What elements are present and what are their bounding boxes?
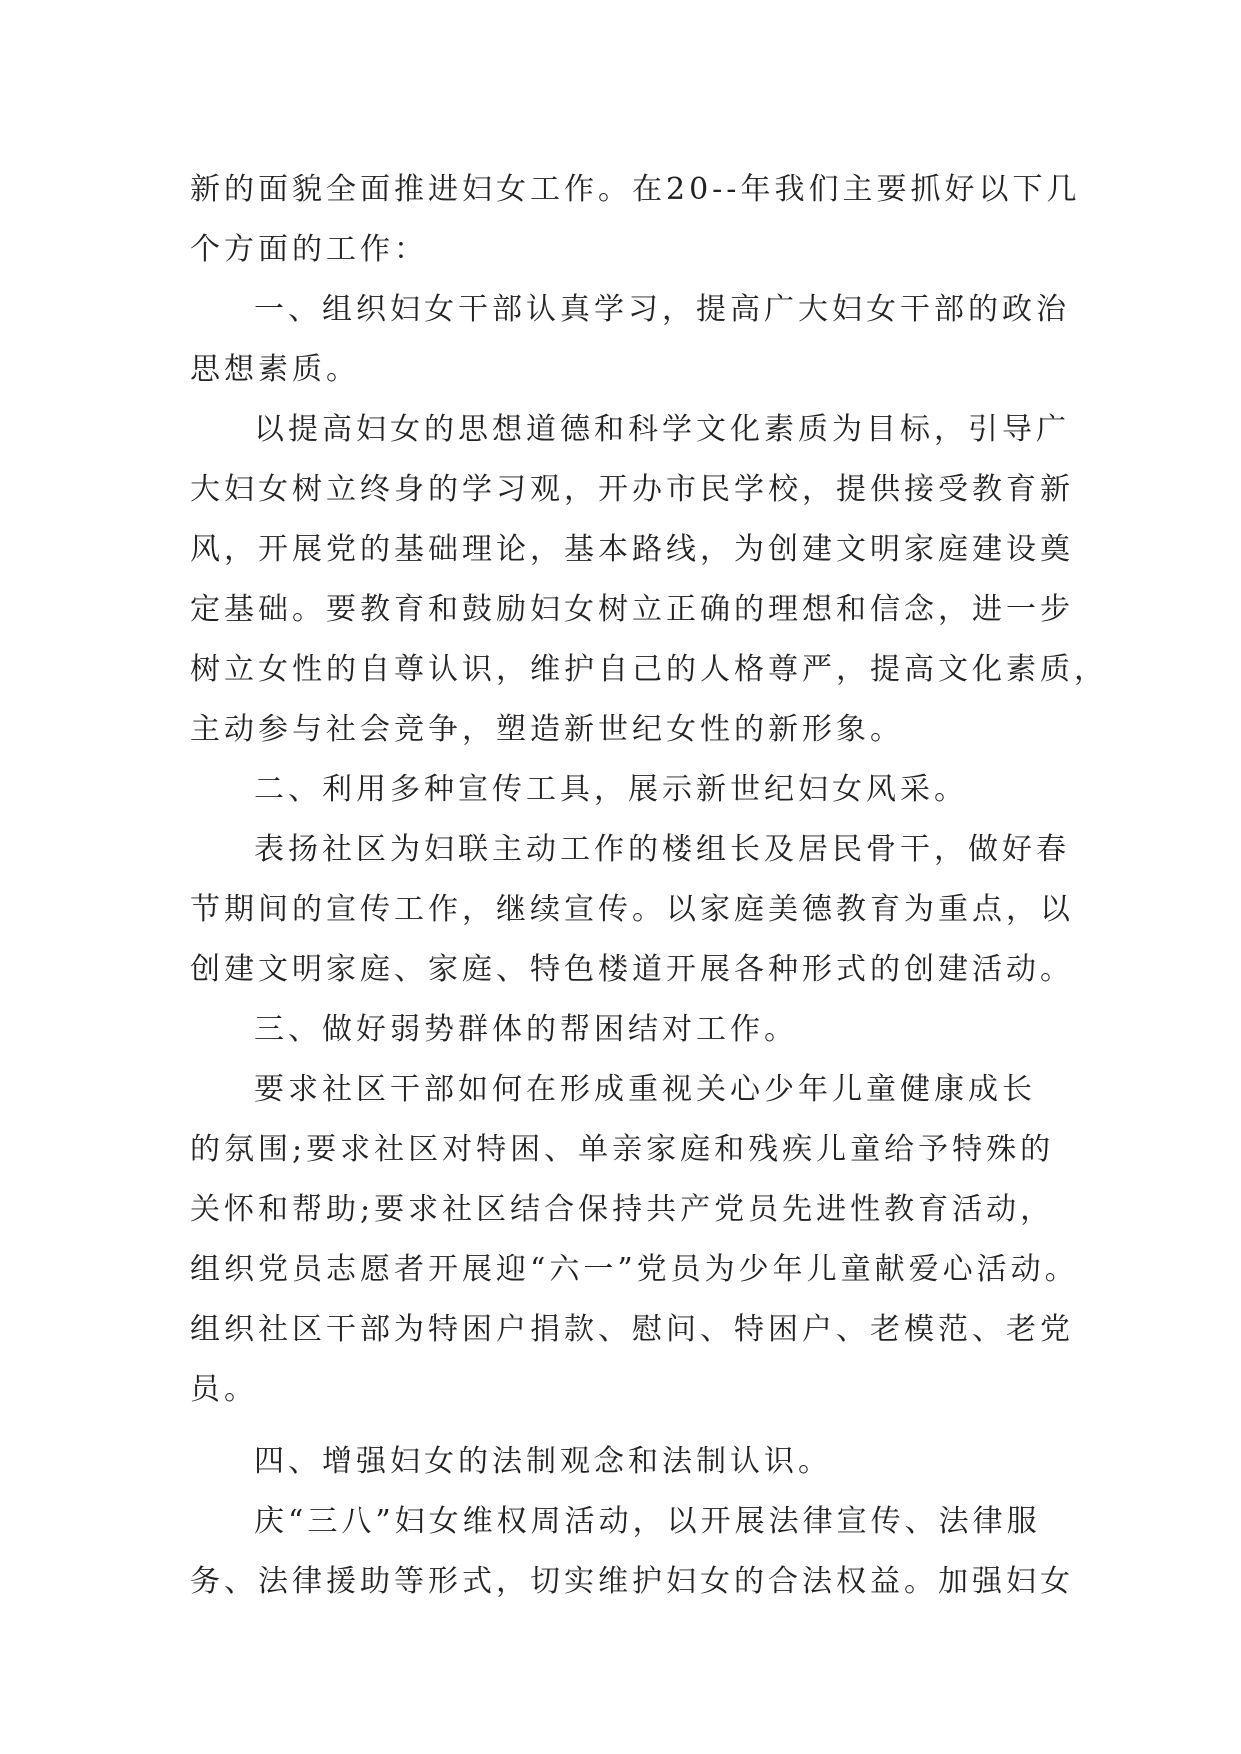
document-body xyxy=(190,160,1108,1612)
text-line: 节期间的宣传工作，继续宣传。以家庭美德教育为重点，以 xyxy=(190,892,1074,927)
paragraph-start: 庆“三八”妇女维权周活动，以开展法律宣传、法律服 xyxy=(254,1504,1041,1539)
section-heading: 三、做好弱势群体的帮困结对工作。 xyxy=(254,1012,798,1047)
text-line: 个方面的工作： xyxy=(190,232,428,267)
text-line: 风，开展党的基础理论，基本路线，为创建文明家庭建设奠 xyxy=(190,532,1074,567)
paragraph-start: 以提高妇女的思想道德和科学文化素质为目标，引导广 xyxy=(254,412,1070,447)
section-heading: 四、增强妇女的法制观念和法制认识。 xyxy=(254,1444,832,1479)
text-line: 大妇女树立终身的学习观，开办市民学校，提供接受教育新 xyxy=(190,472,1074,507)
section-heading: 二、利用多种宣传工具，展示新世纪妇女风采。 xyxy=(254,772,968,807)
text-line: 思想素质。 xyxy=(190,352,360,387)
paragraph-start: 表扬社区为妇联主动工作的楼组长及居民骨干，做好春 xyxy=(254,832,1070,867)
text-line: 树立女性的自尊认识，维护自己的人格尊严，提高文化素质， xyxy=(190,652,1108,687)
text-line: 关怀和帮助;要求社区结合保持共产党员先进性教育活动， xyxy=(190,1192,1055,1227)
text-line: 组织社区干部为特困户捐款、慰问、特困户、老模范、老党 xyxy=(190,1312,1074,1347)
section-heading: 一、组织妇女干部认真学习，提高广大妇女干部的政治 xyxy=(254,292,1070,327)
text-line: 员。 xyxy=(190,1372,258,1407)
text-line: 主动参与社会竞争，塑造新世纪女性的新形象。 xyxy=(190,712,904,747)
text-line: 的氛围;要求社区对特困、单亲家庭和残疾儿童给予特殊的 xyxy=(190,1132,1055,1167)
text-line: 新的面貌全面推进妇女工作。在20--年我们主要抓好以下几 xyxy=(190,172,1081,207)
text-line: 组织党员志愿者开展迎“六一”党员为少年儿童献爱心活动。 xyxy=(190,1252,1079,1287)
text-line: 创建文明家庭、家庭、特色楼道开展各种形式的创建活动。 xyxy=(190,952,1074,987)
paragraph-start: 要求社区干部如何在形成重视关心少年儿童健康成长 xyxy=(254,1072,1036,1107)
text-line: 定基础。要教育和鼓励妇女树立正确的理想和信念，进一步 xyxy=(190,592,1074,627)
text-line: 务、法律援助等形式，切实维护妇女的合法权益。加强妇女 xyxy=(190,1564,1074,1599)
